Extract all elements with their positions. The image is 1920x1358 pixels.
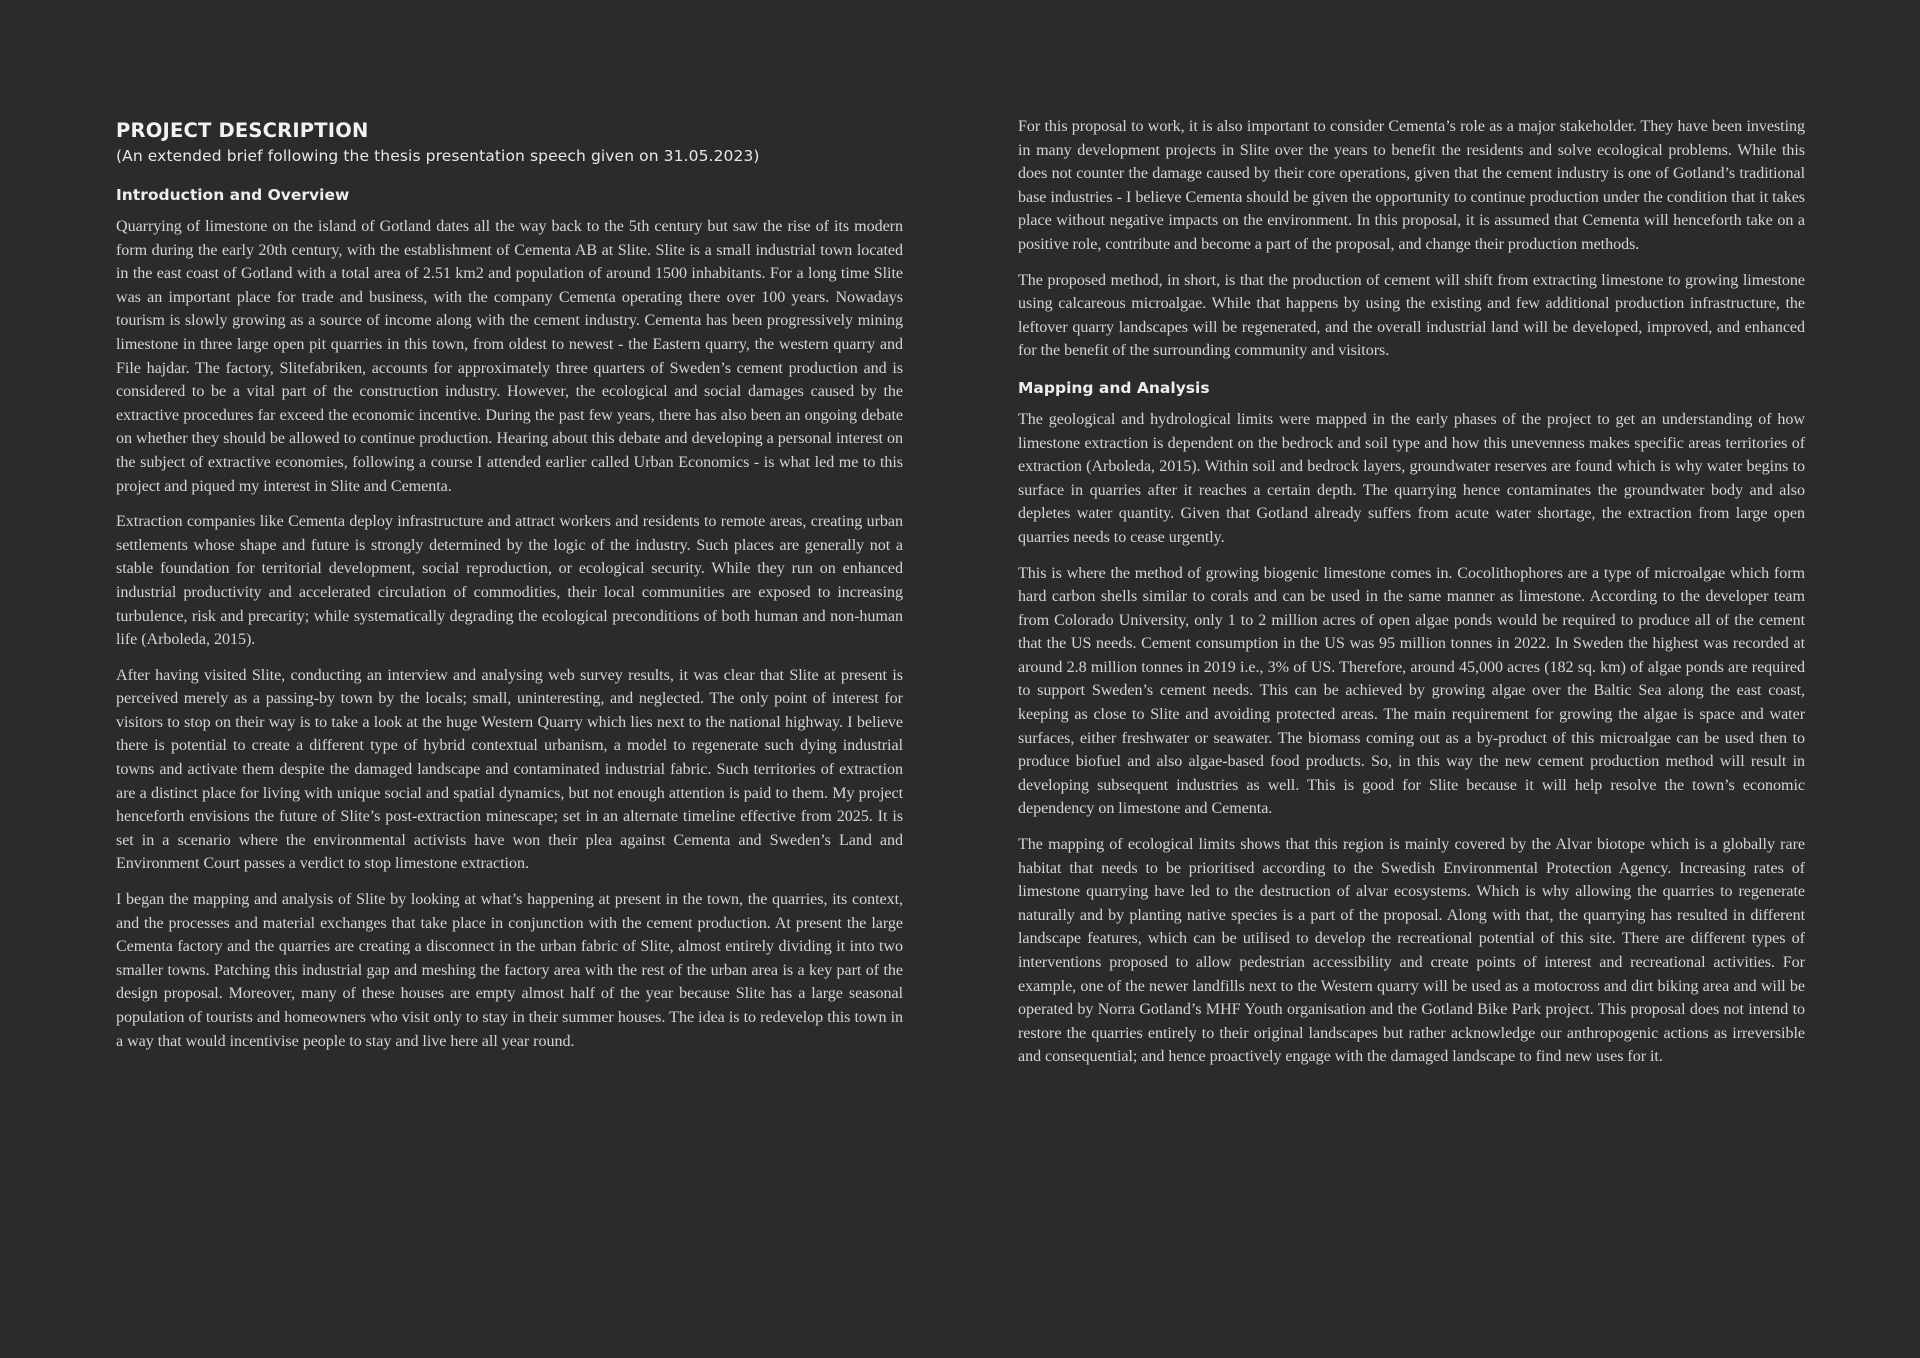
paragraph-ecological-limits: The mapping of ecological limits shows that this region is mainly covered by the Alvar biotope which is a globally rare habitat that needs to be prioritised according to the Swedish Environmental Protection Agency. Increasing rates of limestone quarrying have led to the destruction of alvar ecosystems. Which is why allowing the quarries to regenerate naturally and by planting native species is a part of the proposal. Along with that, the quarrying has resulted in different landscape features, which can be utilised to develop the recreational potential of this site. There are different types of interventions proposed to allow pedestrian accessibility and create points of interest and recreational activities. For example, one of the newer landfills next to the Western quarry will be used as a motocross and dirt biking area and will be operated by Norra Gotland’s MHF Youth organisation and the Gotland Bike Park project. This proposal does not intend to restore the quarries entirely to their original landscapes but rather acknowledge our anthropogenic actions as irreversible and consequential; and hence proactively engage with the damaged landscape to find new uses for it. xyxy=(1018,836,1805,1066)
page-title: PROJECT DESCRIPTION xyxy=(116,119,369,142)
paragraph-quarrying-history: Quarrying of limestone on the island of Gotland dates all the way back to the 5th century but saw the rise of its modern form during the early 20th century, with the establishment of Cementa AB at Slite. Slite is a small industrial town located in the east coast of Gotland with a total area of 2.51 km2 and population of around 1500 inhabitants. For a long time Slite was an important place for trade and business, with the company Cementa operating there over 100 years. Nowadays tourism is slowly growing as a source of income along with the cement industry. Cementa has been progressively mining limestone in three large open pit quarries in this town, from oldest to newest - the Eastern quarry, the western quarry and File hajdar. The factory, Slitefabriken, accounts for approximately three quarters of Sweden’s cement production and is considered to be a vital part of the construction industry. However, the ecological and social damages caused by the extractive procedures far exceed the economic incentive. During the past few years, there has also been an ongoing debate on whether they should be allowed to continue production. Hearing about this debate and developing a personal interest on the subject of extractive economies, following a course I attended earlier called Urban Economics - is what led me to this project and piqued my interest in Slite and Cementa. xyxy=(116,218,903,495)
paragraph-geological-limits: The geological and hydrological limits were mapped in the early phases of the project to get an understanding of how limestone extraction is dependent on the bedrock and soil type and how this unevenness makes specific areas territories of extraction (Arboleda, 2015). Within soil and bedrock layers, groundwater reserves are found which is why water begins to surface in quarries after it reaches a certain depth. The quarrying hence contaminates the groundwater body and also depletes water quantity. Given that Gotland already suffers from acute water shortage, the extraction from large open quarries needs to cease urgently. xyxy=(1018,410,1805,546)
paragraph-mapping-begin: I began the mapping and analysis of Slite by looking at what’s happening at present in the town, the quarries, its context, and the processes and material exchanges that take place in conjunction with the cement production. At present the large Cementa factory and the quarries are creating a disconnect in the urban fabric of Slite, almost entirely dividing it into two smaller towns. Patching this industrial gap and meshing the factory area with the rest of the urban area is a key part of the design proposal. Moreover, many of these houses are empty almost half of the year because Slite has a large seasonal population of tourists and homeowners who visit only to stay in their summer houses. The idea is to redevelop this town in a way that would incentivise people to stay and live here all year round. xyxy=(116,891,903,1050)
paragraph-biogenic-limestone: This is where the method of growing biogenic limestone comes in. Cocolithophores are a type of microalgae which form hard carbon shells similar to corals and can be used in the same manner as limestone. According to the developer team from Colorado University, only 1 to 2 million acres of open algae ponds would be required to produce all of the cement that the US needs. Cement consumption in the US was 95 million tonnes in 2022. In Sweden the highest was recorded at around 2.8 million tonnes in 2019 i.e., 3% of US. Therefore, around 45,000 acres (182 sq. km) of algae ponds are required to support Sweden’s cement needs. This can be achieved by growing algae over the Baltic Sea along the east coast, keeping as close to Slite and avoiding protected areas. The main requirement for growing the algae is space and water surfaces, either freshwater or seawater. The biomass coming out as a by-product of this microalgae can be used then to produce biofuel and also algae-based food products. So, in this way the new cement production method will result in developing subsequent industries as well. This is good for Slite because it will help resolve the town’s economic dependency on limestone and Cementa. xyxy=(1018,564,1805,818)
section-heading-mapping: Mapping and Analysis xyxy=(1018,378,1210,397)
paragraph-extraction-companies: Extraction companies like Cementa deploy infrastructure and attract workers and residents to remote areas, creating urban settlements whose shape and future is strongly determined by the logic of the industry. Such places are generally not a stable foundation for territorial development, social reproduction, or ecological security. While they run on enhanced industrial productivity and accelerated circulation of commodities, their local communities are exposed to increasing turbulence, risk and precarity; while systematically degrading the ecological preconditions of both human and non-human life (Arboleda, 2015). xyxy=(116,513,903,649)
left-column xyxy=(116,115,903,1065)
paragraph-slite-visit: After having visited Slite, conducting an interview and analysing web survey results, it was clear that Slite at present is perceived merely as a passing-by town by the locals; small, uninteresting, and neglected. The only point of interest for visitors to stop on their way is to take a look at the huge Western Quarry which lies next to the national highway. I believe there is potential to create a different type of hybrid contextual urbanism, a model to regenerate such dying industrial towns and activate them despite the damaged landscape and contaminated industrial fabric. Such territories of extraction are a distinct place for living with unique social and spatial dynamics, but not enough attention is paid to them. My project henceforth envisions the future of Slite’s post-extraction minescape; set in an alternate timeline effective from 2025. It is set in a scenario where the environmental activists have won their plea against Cementa and Sweden’s Land and Environment Court passes a verdict to stop limestone extraction. xyxy=(116,666,903,873)
page-subtitle: (An extended brief following the thesis presentation speech given on 31.05.2023) xyxy=(116,147,760,165)
paragraph-cementa-stakeholder: For this proposal to work, it is also important to consider Cementa’s role as a major stakeholder. They have been investing in many development projects in Slite over the years to benefit the residents and solve ecological problems. While this does not counter the damage caused by their core operations, given that the cement industry is one of Gotland’s traditional base industries - I believe Cementa should be given the opportunity to continue production under the condition that it takes place without negative impacts on the environment. In this proposal, it is assumed that Cementa will henceforth take on a positive role, contribute and become a part of the proposal, and change their production methods. xyxy=(1018,118,1805,253)
paragraph-proposed-method: The proposed method, in short, is that the production of cement will shift from extracting limestone to growing limestone using calcareous microalgae. While that happens by using the existing and few additional production infrastructure, the leftover quarry landscapes will be regenerated, and the overall industrial land will be developed, improved, and enhanced for the benefit of the surrounding community and visitors. xyxy=(1018,271,1805,360)
right-column xyxy=(1018,115,1805,1081)
section-heading-introduction: Introduction and Overview xyxy=(116,186,350,204)
